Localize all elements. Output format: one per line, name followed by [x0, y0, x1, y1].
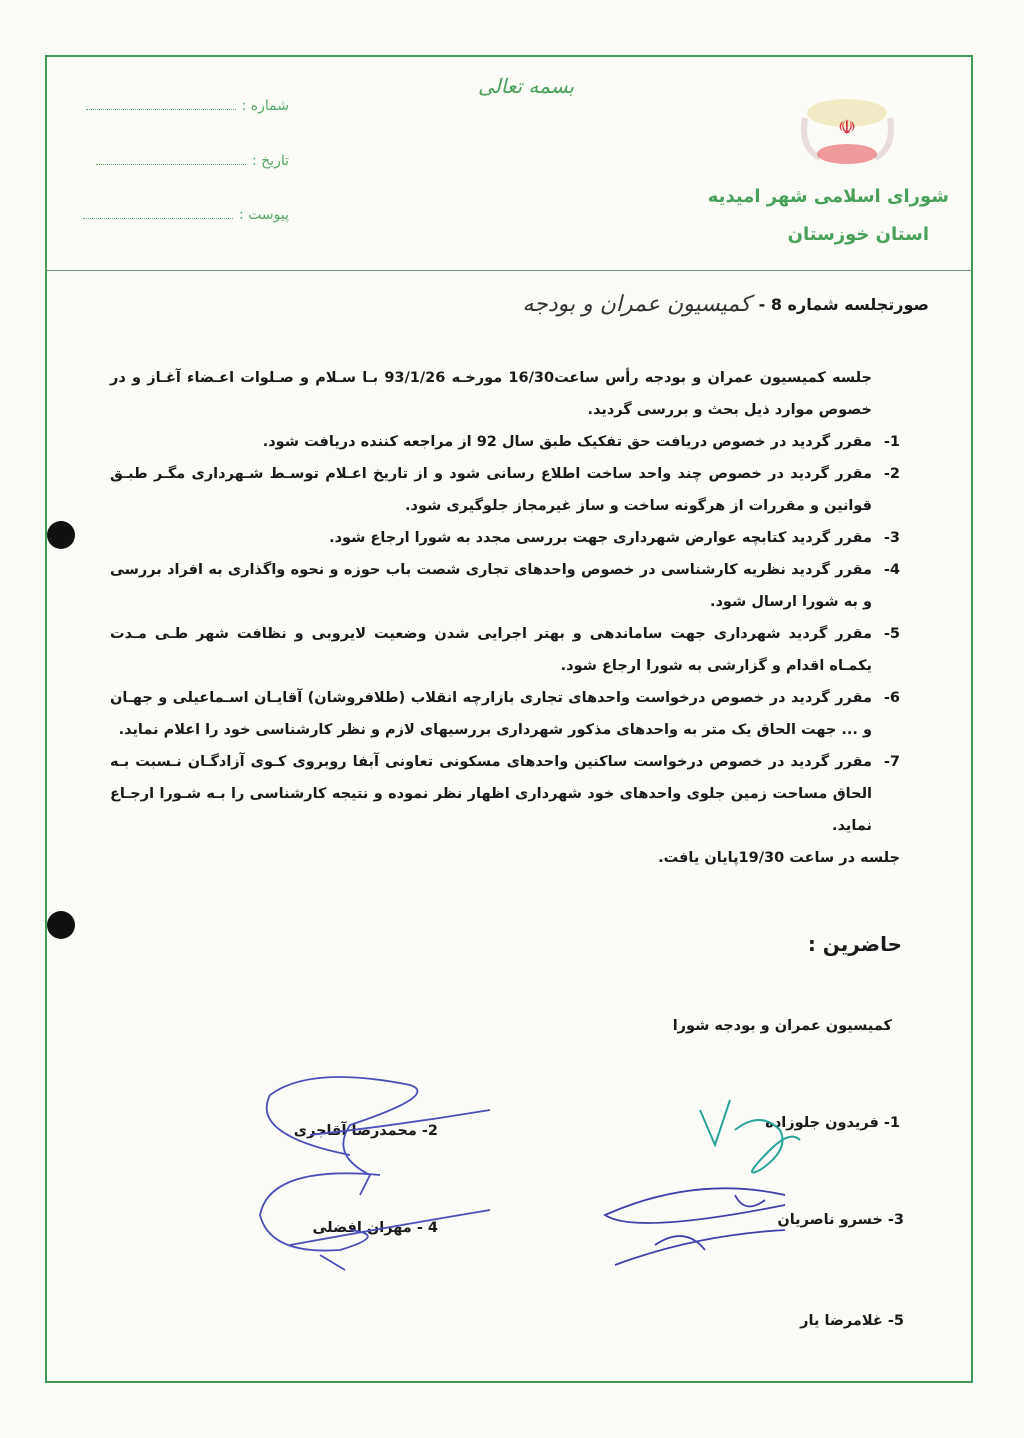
attendee-name: 3- خسرو ناصریان: [777, 1212, 904, 1228]
resolution-item: [110, 746, 900, 842]
attachment-field: [83, 207, 289, 223]
punch-hole: [47, 521, 75, 549]
item-text: مقرر گردید در خصوص درخواست واحدهای تجاری بازارچه انقلاب (طلافروشان) آقایـان اسـماعیلی و جهـان و ... جهت الحاق یک متر به واحدهای مذکور شهرداری بررسیهای لازم و نظر کارشناسی خود را اعلام نماید.: [110, 690, 872, 738]
title-printed: صورتجلسه شماره 8 -: [758, 295, 929, 314]
resolution-item: [110, 682, 900, 746]
item-number: 3-: [883, 530, 900, 546]
org-name: شورای اسلامی شهر امیدیه: [707, 186, 949, 207]
resolution-item: [110, 522, 900, 554]
attendee-name: 4 - مهران افضلی: [312, 1220, 438, 1236]
attendee-name: 5- غلامرضا یار: [800, 1313, 904, 1329]
attachment-label: پیوست :: [239, 207, 289, 223]
punch-hole: [47, 911, 75, 939]
item-text: مقرر گردید در خصوص درخواست ساکنین واحدهای مسکونی تعاونی آبفا روبروی کـوی آزادگـان نـسبت بـه الحاق مساحت زمین جلوی واحدهای خود شهرداری اظهار نظر نموده و نتیجه کارشناسی را بـه شـورا ارجـاع نماید.: [110, 754, 872, 834]
emblem-icon: [790, 88, 905, 168]
bismillah: بسمه تعالی: [478, 74, 575, 98]
item-number: 7-: [883, 754, 900, 770]
item-text: مقرر گردید در خصوص چند واحد ساخت اطلاع رسانی شود و از تاریخ اعـلام توسـط شـهرداری مگـر طبـق قوانین و مقررات از هرگونه ساخت و ساز غیرمجاز جلوگیری شود.: [110, 466, 872, 514]
attendee-name: 1- فریدون جلوزاده: [765, 1115, 900, 1131]
header-divider: [45, 270, 973, 271]
date-blank: [96, 154, 246, 165]
item-text: مقرر گردید کتابچه عوارض شهرداری جهت بررسی مجدد به شورا ارجاع شود.: [329, 530, 872, 546]
item-number: 6-: [883, 690, 900, 706]
item-number: 5-: [883, 626, 900, 642]
minutes-body: [110, 362, 900, 874]
item-text: مقرر گردید در خصوص دریافت حق تفکیک طبق سال 92 از مراجعه کننده دریافت شود.: [262, 434, 872, 450]
item-text: مقرر گردید نظریه کارشناسی در خصوص واحدهای تجاری شصت باب حوزه و نحوه واگذاری به افراد بررسی و به شورا ارسال شود.: [110, 562, 872, 610]
intro-paragraph: جلسه کمیسیون عمران و بودجه رأس ساعت16/30 مورخـه 93/1/26 بـا سـلام و صـلوات اعـضاء آغـاز و در خصوص موارد ذیل بحث و بررسی گردید.: [110, 370, 872, 418]
attachment-blank: [83, 208, 233, 219]
closing-line: جلسه در ساعت 19/30پایان یافت.: [658, 850, 900, 866]
item-text: مقرر گردید شهرداری جهت ساماندهی و بهتر اجرایی شدن وضعیت لایروبی و نظافت شهر طـی مـدت یکمـاه اقدام و گزارشی به شورا ارجاع شود.: [110, 626, 872, 674]
number-field: [86, 98, 289, 114]
resolution-item: [110, 426, 900, 458]
item-number: 2-: [883, 466, 900, 482]
resolution-item: [110, 554, 900, 618]
attendees-heading: حاضرین :: [807, 932, 902, 956]
title-handwritten: کمیسیون عمران و بودجه: [522, 292, 751, 317]
province-name: استان خوزستان: [787, 224, 929, 245]
date-label: تاریخ :: [251, 153, 289, 169]
item-number: 4-: [883, 562, 900, 578]
item-number: 1-: [883, 434, 900, 450]
signature-4: [250, 1155, 500, 1275]
resolution-item: [110, 618, 900, 682]
number-blank: [86, 99, 236, 110]
date-field: [96, 153, 289, 169]
minutes-title: [522, 292, 929, 317]
resolution-item: [110, 458, 900, 522]
number-label: شماره :: [241, 98, 289, 114]
attendee-name: 2- محمدرضا آقاجری: [293, 1123, 438, 1139]
committee-name: کمیسیون عمران و بودجه شورا: [672, 1018, 892, 1034]
svg-text:☫: ☫: [838, 115, 856, 139]
signature-3: [595, 1175, 795, 1270]
